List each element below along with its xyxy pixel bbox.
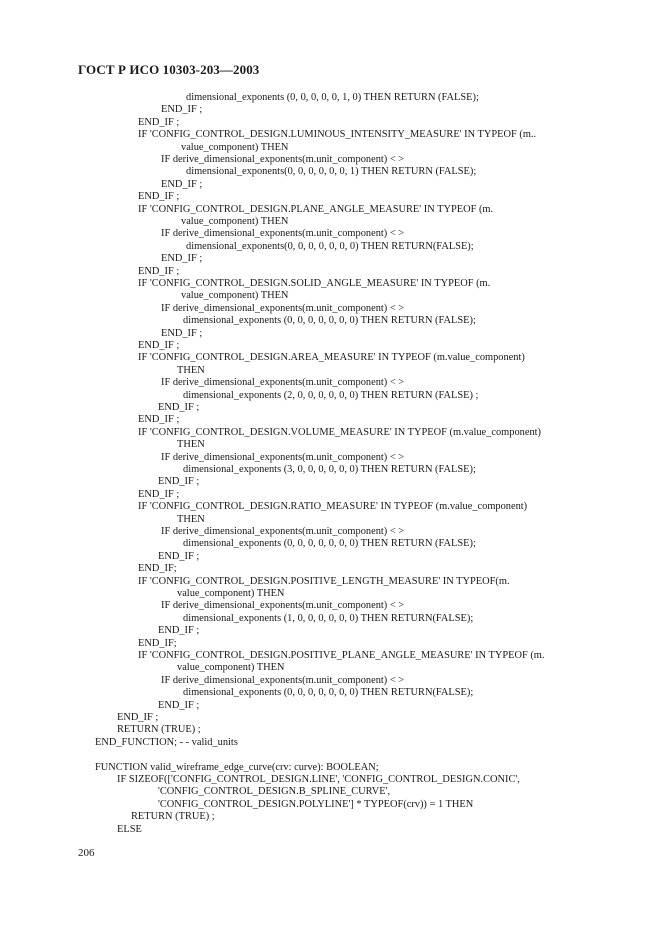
code-line: END_IF ; <box>161 327 203 339</box>
code-line: RETURN (TRUE) ; <box>117 724 201 736</box>
code-line: value_component) THEN <box>181 141 289 153</box>
code-line: END_IF; <box>138 563 177 575</box>
code-line: END_IF ; <box>158 476 200 488</box>
code-line: THEN <box>177 364 205 376</box>
code-line: IF 'CONFIG_CONTROL_DESIGN.LUMINOUS_INTENSITY_MEASURE' IN TYPEOF (m.. <box>138 129 537 141</box>
code-line: dimensional_exponents (3, 0, 0, 0, 0, 0, 0) THEN RETURN (FALSE); <box>183 464 476 475</box>
code-line: IF derive_dimensional_exponents(m.unit_component) < > <box>161 154 405 165</box>
code-line: END_IF ; <box>158 625 200 637</box>
code-line: value_component) THEN <box>177 588 285 599</box>
code-line: END_IF ; <box>138 488 180 500</box>
code-line: IF derive_dimensional_exponents(m.unit_component) < > <box>161 600 405 612</box>
code-line: value_component) THEN <box>177 662 285 674</box>
code-line: END_IF ; <box>161 178 203 190</box>
code-line: END_IF ; <box>161 253 203 265</box>
code-line: IF 'CONFIG_CONTROL_DESIGN.POSITIVE_PLANE_ANGLE_MEASURE' IN TYPEOF (m. <box>138 650 545 661</box>
code-line: END_IF ; <box>138 116 180 128</box>
code-line: THEN <box>177 513 205 525</box>
code-line: 'CONFIG_CONTROL_DESIGN.B_SPLINE_CURVE', <box>158 786 391 798</box>
code-line: END_IF ; <box>158 402 200 413</box>
code-line: END_IF ; <box>138 414 180 426</box>
code-line: IF 'CONFIG_CONTROL_DESIGN.SOLID_ANGLE_MEASURE' IN TYPEOF (m. <box>138 278 491 289</box>
code-line: value_component) THEN <box>181 216 289 227</box>
code-line: IF 'CONFIG_CONTROL_DESIGN.RATIO_MEASURE' IN TYPEOF (m.value_component) <box>138 501 528 513</box>
code-line: ELSE <box>117 823 142 835</box>
code-line: dimensional_exponents (0, 0, 0, 0, 0, 0, 0) THEN RETURN(FALSE); <box>183 687 474 699</box>
code-line: IF derive_dimensional_exponents(m.unit_component) < > <box>161 377 405 389</box>
code-line: dimensional_exponents (0, 0, 0, 0, 0, 0, 0) THEN RETURN (FALSE); <box>183 315 476 327</box>
code-line: value_component) THEN <box>181 290 289 302</box>
code-line: IF 'CONFIG_CONTROL_DESIGN.VOLUME_MEASURE' IN TYPEOF (m.value_component) <box>138 426 541 438</box>
code-line: FUNCTION valid_wireframe_edge_curve(crv: curve): BOOLEAN; <box>95 761 379 773</box>
code-line: END_IF ; <box>117 712 159 723</box>
code-line: END_IF ; <box>161 104 203 116</box>
code-line: END_IF ; <box>138 191 180 203</box>
document-header: ГОСТ Р ИСО 10303-203—2003 <box>78 62 260 77</box>
code-line: dimensional_exponents (2, 0, 0, 0, 0, 0, 0) THEN RETURN (FALSE) ; <box>183 389 479 401</box>
code-line: END_IF; <box>138 637 177 649</box>
code-line: END_IF ; <box>138 265 180 277</box>
code-line: IF derive_dimensional_exponents(m.unit_component) < > <box>161 228 405 240</box>
code-line: IF 'CONFIG_CONTROL_DESIGN.POSITIVE_LENGTH_MEASURE' IN TYPEOF(m. <box>138 575 510 587</box>
code-line: IF derive_dimensional_exponents(m.unit_component) < > <box>161 674 405 686</box>
code-line: END_IF ; <box>158 699 200 711</box>
code-line: RETURN (TRUE) ; <box>131 811 215 823</box>
code-line: dimensional_exponents(0, 0, 0, 0, 0, 0, 1) THEN RETURN (FALSE); <box>186 166 477 178</box>
code-line: dimensional_exponents (1, 0, 0, 0, 0, 0, 0) THEN RETURN(FALSE); <box>183 612 474 624</box>
code-line: END_IF ; <box>138 340 180 351</box>
code-line: IF derive_dimensional_exponents(m.unit_component) < > <box>161 302 405 314</box>
code-line: dimensional_exponents (0, 0, 0, 0, 0, 1, 0) THEN RETURN (FALSE); <box>186 92 479 103</box>
code-line: END_IF ; <box>158 550 200 562</box>
code-line: THEN <box>177 439 205 451</box>
code-line: dimensional_exponents (0, 0, 0, 0, 0, 0, 0) THEN RETURN (FALSE); <box>183 538 476 550</box>
code-line: dimensional_exponents(0, 0, 0, 0, 0, 0, 0) THEN RETURN(FALSE); <box>186 240 474 252</box>
code-line: IF 'CONFIG_CONTROL_DESIGN.AREA_MEASURE' IN TYPEOF (m.value_component) <box>138 352 525 364</box>
code-line: 'CONFIG_CONTROL_DESIGN.POLYLINE'] * TYPEOF(crv)) = 1 THEN <box>158 798 474 810</box>
code-line: END_FUNCTION; - - valid_units <box>95 736 238 748</box>
page-number: 206 <box>78 847 95 859</box>
code-line: IF 'CONFIG_CONTROL_DESIGN.PLANE_ANGLE_MEASURE' IN TYPEOF (m. <box>138 203 494 215</box>
code-line: IF derive_dimensional_exponents(m.unit_component) < > <box>161 526 405 537</box>
code-line: IF derive_dimensional_exponents(m.unit_component) < > <box>161 451 405 463</box>
code-line: IF SIZEOF(['CONFIG_CONTROL_DESIGN.LINE', 'CONFIG_CONTROL_DESIGN.CONIC', <box>117 774 520 785</box>
